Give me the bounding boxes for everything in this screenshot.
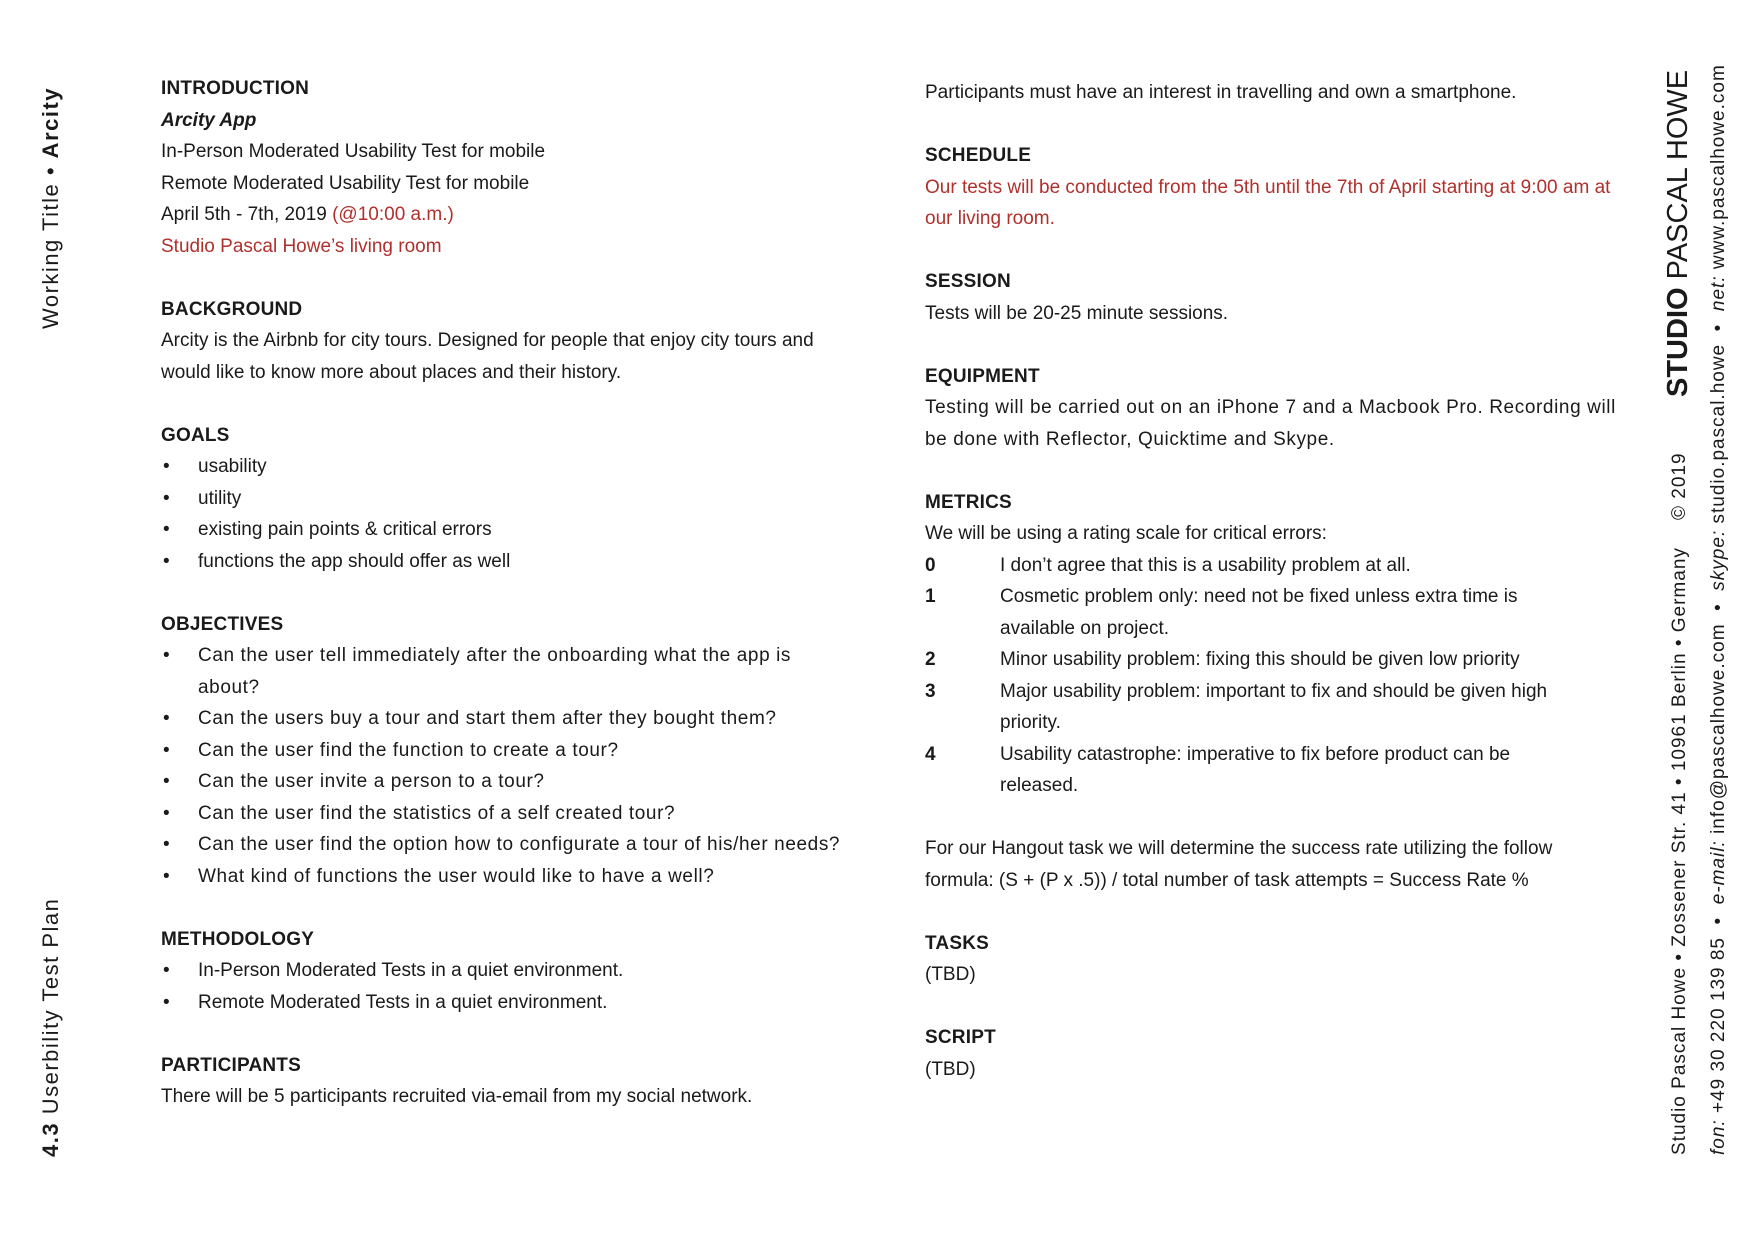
list-item: • utility xyxy=(161,483,861,515)
working-title-name: Arcity xyxy=(38,86,63,159)
list-item: • Can the users buy a tour and start them after they bought them? xyxy=(161,703,851,735)
list-item: • Remote Moderated Tests in a quiet environment. xyxy=(161,987,861,1019)
list-item: • functions the app should offer as well xyxy=(161,546,861,578)
metrics-intro: We will be using a rating scale for critical errors: xyxy=(925,523,1327,544)
list-item: • usability xyxy=(161,451,861,483)
list-item: • Can the user tell immediately after the onboarding what the app is about? xyxy=(161,640,851,703)
objectives-heading: OBJECTIVES xyxy=(161,613,284,635)
metrics-formula: For our Hangout task we will determine the success rate utilizing the follow formula: (S + (P x .5)) / total number of task attempts = Success Rate % xyxy=(925,838,1553,891)
website-link[interactable]: www.pascalhowe.com xyxy=(1708,64,1729,270)
metric-row: 2 Minor usability problem: fixing this should be given low priority xyxy=(925,649,1520,670)
participants-text: There will be 5 participants recruited via-email from my social network. xyxy=(161,1086,753,1107)
left-column xyxy=(161,73,861,1113)
metrics-heading: METRICS xyxy=(925,491,1012,513)
studio-address: Studio Pascal Howe • Zossener Str. 41 • 10961 Berlin • Germany xyxy=(1669,547,1690,1155)
email-link[interactable]: info@pascalhowe.com xyxy=(1708,623,1729,834)
section-number: 4.3 xyxy=(38,1121,63,1157)
intro-line-1: In-Person Moderated Usability Test for mobile xyxy=(161,141,546,162)
app-name: Arcity App xyxy=(161,109,257,131)
metric-row: 4 Usability catastrophe: imperative to fix before product can be released. xyxy=(925,743,1511,796)
participants-continued: Participants must have an interest in travelling and own a smartphone. xyxy=(925,82,1517,103)
introduction-heading: INTRODUCTION xyxy=(161,78,310,99)
script-text: (TBD) xyxy=(925,1058,976,1080)
tasks-heading: TASKS xyxy=(925,932,989,954)
background-text: Arcity is the Airbnb for city tours. Designed for people that enjoy city tours and would like to know more about places and their history. xyxy=(161,330,814,383)
studio-logo xyxy=(1662,70,1695,397)
list-item: • In-Person Moderated Tests in a quiet environment. xyxy=(161,955,861,987)
logo-bold: STUDIO xyxy=(1662,287,1694,397)
list-item: • What kind of functions the user would like to have a well? xyxy=(161,861,851,893)
goals-heading: GOALS xyxy=(161,424,230,446)
section-title: Userbility Test Plan xyxy=(38,897,63,1115)
tasks-text: (TBD) xyxy=(925,964,976,985)
objectives-list xyxy=(161,640,851,892)
list-item: • Can the user find the option how to configurate a tour of his/her needs? xyxy=(161,829,851,861)
phone: +49 30 220 139 85 xyxy=(1708,937,1729,1114)
right-column xyxy=(925,77,1625,1085)
logo-light: PASCAL HOWE xyxy=(1662,69,1694,280)
side-section-label xyxy=(38,898,64,1157)
list-item: • Can the user invite a person to a tour? xyxy=(161,766,851,798)
session-heading: SESSION xyxy=(925,271,1011,292)
goals-list xyxy=(161,451,861,577)
equipment-text: Testing will be carried out on an iPhone 7 and a Macbook Pro. Recording will be done with Reflector, Quicktime and Skype. xyxy=(925,397,1616,450)
studio-contact: fon: +49 30 220 139 85 • e-mail: info@pascalhowe.com • skype: studio.pascal.howe • net: www.pascalhowe.com xyxy=(1708,64,1729,1155)
metric-row: 0 I don’t agree that this is a usability problem at all. xyxy=(925,554,1411,576)
metric-row: 3 Major usability problem: important to fix and should be given high priority. xyxy=(925,680,1548,733)
side-working-title xyxy=(38,87,64,329)
copyright: © 2019 xyxy=(1669,452,1690,520)
equipment-heading: EQUIPMENT xyxy=(925,365,1040,387)
intro-location: Studio Pascal Howe’s living room xyxy=(161,235,442,257)
methodology-heading: METHODOLOGY xyxy=(161,928,315,950)
intro-date: April 5th - 7th, 2019 (@10:00 a.m.) xyxy=(161,204,454,225)
methodology-list xyxy=(161,955,861,1018)
list-item: • Can the user find the function to create a tour? xyxy=(161,735,851,767)
metric-row: 1 Cosmetic problem only: need not be fixed unless extra time is available on project. xyxy=(925,586,1518,639)
working-title-prefix: Working Title • xyxy=(38,165,63,329)
script-heading: SCRIPT xyxy=(925,1027,996,1048)
schedule-heading: SCHEDULE xyxy=(925,145,1032,166)
list-item: • existing pain points & critical errors xyxy=(161,514,861,546)
list-item: • Can the user find the statistics of a self created tour? xyxy=(161,798,851,830)
session-text: Tests will be 20-25 minute sessions. xyxy=(925,302,1229,324)
intro-time: (@10:00 a.m.) xyxy=(332,204,454,225)
skype-handle: studio.pascal.howe xyxy=(1708,343,1729,524)
background-heading: BACKGROUND xyxy=(161,298,303,320)
participants-heading: PARTICIPANTS xyxy=(161,1054,301,1076)
intro-line-2: Remote Moderated Usability Test for mobile xyxy=(161,172,530,194)
schedule-text: Our tests will be conducted from the 5th until the 7th of April starting at 9:00 am at our living room. xyxy=(925,176,1611,229)
